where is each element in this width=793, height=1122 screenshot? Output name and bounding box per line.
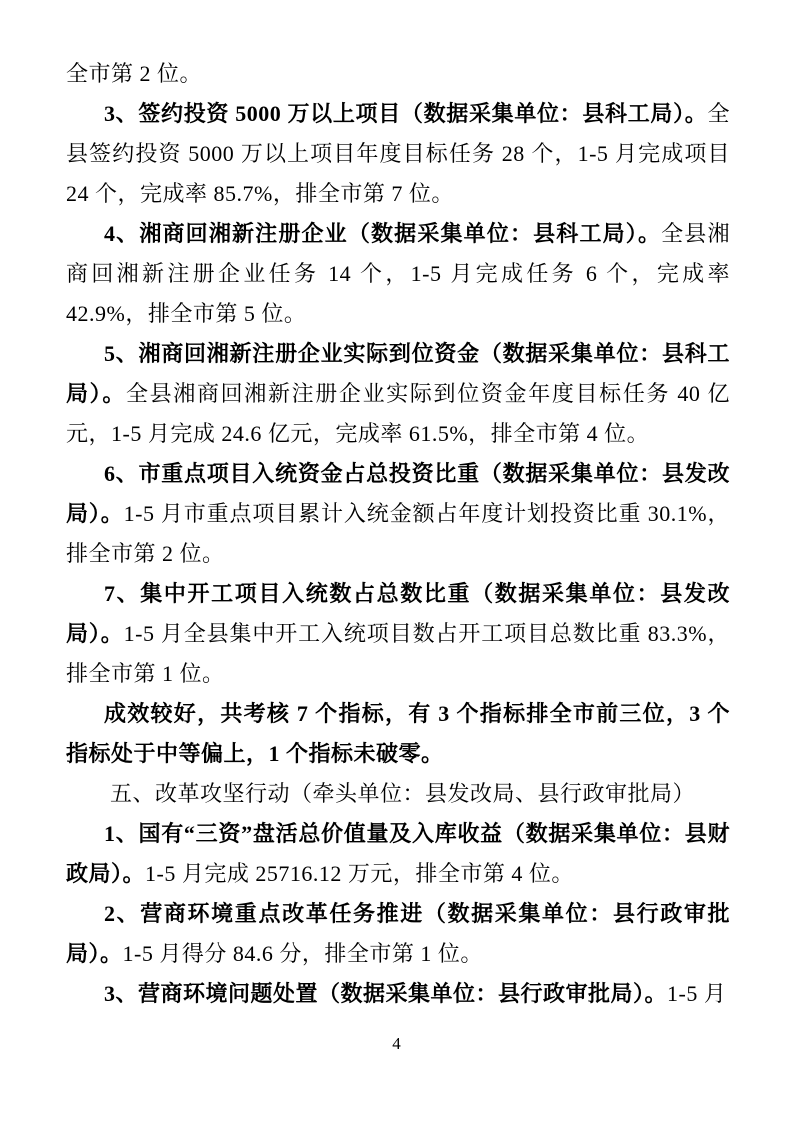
para-indicator-7-concentrated-start-ratio: [66, 574, 730, 694]
item-heading: 4、湘商回湘新注册企业（数据采集单位：县科工局）。: [104, 221, 662, 246]
item-heading: 1、国有“三资”盘活总价值量及入库收益（数据采集单位：县财政局）。: [66, 821, 730, 886]
para-continuation-rank: [66, 54, 730, 94]
para-indicator-3-signed-investment: [66, 94, 730, 214]
body-text: 1-5 月: [667, 981, 727, 1006]
section-heading-reform-action: [66, 774, 730, 814]
para-reform-1-state-assets: [66, 814, 730, 894]
item-heading: 2、营商环境重点改革任务推进（数据采集单位：县行政审批局）。: [66, 901, 730, 966]
body-text: 1-5 月全县集中开工入统项目数占开工项目总数比重 83.3%，排全市第 1 位。: [66, 621, 730, 686]
para-summary-assessment: [66, 694, 730, 774]
section-heading-text: 五、改革攻坚行动（牵头单位：县发改局、县行政审批局）: [110, 781, 696, 806]
body-text: 1-5 月得分 84.6 分，排全市第 1 位。: [122, 941, 483, 966]
page-number: 4: [392, 1034, 401, 1053]
body-text: 全县湘商回湘新注册企业实际到位资金年度目标任务 40 亿元，1-5 月完成 24.6 亿元，完成率 61.5%，排全市第 4 位。: [66, 381, 730, 446]
body-text: 全县湘商回湘新注册企业任务 14 个，1-5 月完成任务 6 个，完成率 42.9%，排全市第 5 位。: [66, 221, 730, 326]
item-heading: 3、营商环境问题处置（数据采集单位：县行政审批局）。: [104, 981, 668, 1006]
para-indicator-5-xiangshang-funds: [66, 334, 730, 454]
item-heading: 7、集中开工项目入统数占总数比重（数据采集单位：县发改局）。: [66, 581, 730, 646]
para-reform-3-business-env-issues: [66, 974, 730, 1014]
page-footer: [0, 1034, 793, 1054]
document-body: [66, 54, 730, 1014]
body-text: 全市第 2 位。: [66, 61, 203, 86]
body-text: 1-5 月市重点项目累计入统金额占年度计划投资比重 30.1%，排全市第 2 位。: [66, 501, 730, 566]
para-indicator-6-key-project-funds-ratio: [66, 454, 730, 574]
item-heading: 3、签约投资 5000 万以上项目（数据采集单位：县科工局）。: [104, 101, 708, 126]
body-text: 全县签约投资 5000 万以上项目年度目标任务 28 个，1-5 月完成项目 24 个，完成率 85.7%，排全市第 7 位。: [66, 101, 730, 206]
item-heading: 5、湘商回湘新注册企业实际到位资金（数据采集单位：县科工局）。: [66, 341, 730, 406]
para-reform-2-business-env-tasks: [66, 894, 730, 974]
body-text: 1-5 月完成 25716.12 万元，排全市第 4 位。: [145, 861, 574, 886]
item-heading: 6、市重点项目入统资金占总投资比重（数据采集单位：县发改局）。: [66, 461, 730, 526]
summary-text: 成效较好，共考核 7 个指标，有 3 个指标排全市前三位，3 个指标处于中等偏上，1 个指标未破零。: [66, 701, 730, 766]
para-indicator-4-xiangshang-registered: [66, 214, 730, 334]
